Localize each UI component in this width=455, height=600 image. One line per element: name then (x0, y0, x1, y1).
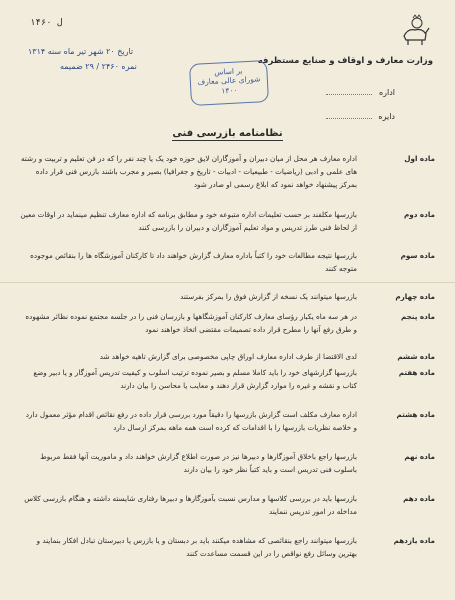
article (20, 366, 435, 392)
article-label: ماده هشتم (396, 410, 435, 419)
article-text: لدی الاقتضا از طرف اداره معارف اوراق چاپی مخصوصی برای گزارش تاهیه خواهد شد (99, 352, 357, 361)
article (20, 408, 435, 434)
office-dotted-line (326, 94, 372, 95)
council-stamp (189, 60, 269, 106)
article-text: اداره معارف هر محل از میان دبیران و آموزگاران لایق حوزه خود یک یا چند نفر را که در فن تعلیم و تربیت و رشته های علمی و ادبی (ریاضیات - طبیعیات - ادبیات - تاریخ و جغرافیا) بصیر و مجرب باشند بازرس فنی قرار داده بمرکز پیشنهاد خواهد نمود که ابلاغ رسمی او صادر شود (20, 154, 357, 189)
article-text: اداره معارف مکلف است گزارش بازرسها را دقیقاً مورد بررسی قرار داده در رفع نقائص اقدام مؤثر معمول دارد و خلاصه نظریات بازرسها را با اقدامات که کرده است همه ماهه بمرکز ارسال دارد (25, 410, 357, 432)
number-line: نمره ۲۴۶۰ / ۲۹ ضمیمه (60, 62, 137, 71)
office-label: اداره (378, 88, 395, 97)
article (20, 310, 435, 336)
article (20, 208, 435, 234)
article-text: بازرسها باید در بررسی کلاسها و مدارس نسبت بآموزگارها و دبیرها رفتاری شایسته داشته و هنگام بازرسی کلاس مداخله در امور تدریس ننمایند (24, 494, 357, 516)
article-label: ماده دوم (403, 210, 435, 219)
date-line: تاریخ ۲۰ شهر تیر ماه سنه ۱۳۱۴ (28, 47, 134, 56)
ministry-letterhead: وزارت معارف و اوقاف و صنایع مستظرفه (257, 56, 433, 66)
article-label: ماده دهم (403, 494, 435, 503)
article-label: ماده یازدهم (393, 536, 435, 545)
article (20, 350, 435, 363)
article-label: ماده پنجم (400, 312, 435, 321)
article (20, 534, 435, 560)
article-label: ماده هفتم (398, 368, 435, 377)
article-text: بازرسها گزارشهای خود را باید کاملا مسلم و بصیر نموده ترتیب اسلوب و کیفیت تدریس آموزگار و یا دبیر وضع کتاب و نقشه و غیره را موارد گزارش قرار دهند و معایب یا محاسن را بیان دارند (33, 368, 357, 390)
article-label: ماده اول (404, 154, 435, 163)
paper-fold-line (0, 282, 455, 283)
stamp-line-2: شورای عالی معارف (197, 74, 261, 88)
article (20, 290, 435, 303)
article-label: ماده ششم (397, 352, 435, 361)
document-title (0, 128, 455, 139)
article (20, 492, 435, 518)
article-text: بازرسها میتوانند یک نسخه از گزارش فوق را بمرکز بفرستند (180, 292, 357, 301)
article (20, 249, 435, 275)
department-dotted-line (326, 118, 372, 119)
stamp-line-3: ۱۴۰۰ (221, 85, 238, 96)
stamp-line-1: بر اساس (213, 66, 243, 77)
article-text: بازرسها مکلفند بر حسب تعلیمات اداره متبوعه خود و مطابق برنامه که اداره معارف تنظیم مینماید در اوقات معین از لحاظ فنی طرز تدریس و مواد تعلیم آموزگاران و دبیران را بازرسی کنند (20, 210, 357, 232)
article-text: در هر سه ماه یکبار رؤسای معارف کارکنان آموزشگاهها و بازرسان فنی را در جلسه مجتمع نموده نظائر مشهوده و طرق رفع آنها را مطرح قرار داده تصمیمات مقتضی اتخاذ خواهند نمود (25, 312, 357, 334)
office-field (326, 88, 395, 97)
article-text: بازرسها میتوانند راجع بنقائصی که مشاهده میکنند باید بر دبستان و یا بازرس یا دبیرستان تبادل افکار بنمایند و بهترین وسائل رفع نواقص را در این قسمت مساعدت کنند (36, 536, 357, 558)
page-number: ۱۴۶۰ ل (30, 18, 63, 28)
department-field (326, 112, 395, 121)
article-text: بازرسها نتیجه مطالعات خود را کتباً باداره معارف گزارش خواهند داد تا کارکنان آموزشگاه ها را بنقائص موجوده متوجه کنند (30, 251, 357, 273)
article (20, 152, 435, 191)
article-text: بازرسها راجع باخلاق آموزگارها و دبیرها نیز در صورت اطلاع گزارش خواهند داد و ماموریت آنها فقط مربوط باسلوب فنی تدریس است و باید کتباً نظر خود را بیان دارند (40, 452, 357, 474)
lion-and-sun-emblem-icon (400, 14, 430, 48)
article (20, 450, 435, 476)
document-title-text: نظامنامه بازرسی فنی (172, 128, 283, 139)
article-label: ماده سوم (400, 251, 435, 260)
article-label: ماده نهم (404, 452, 435, 461)
department-label: دایره (378, 112, 395, 121)
article-label: ماده چهارم (395, 292, 435, 301)
